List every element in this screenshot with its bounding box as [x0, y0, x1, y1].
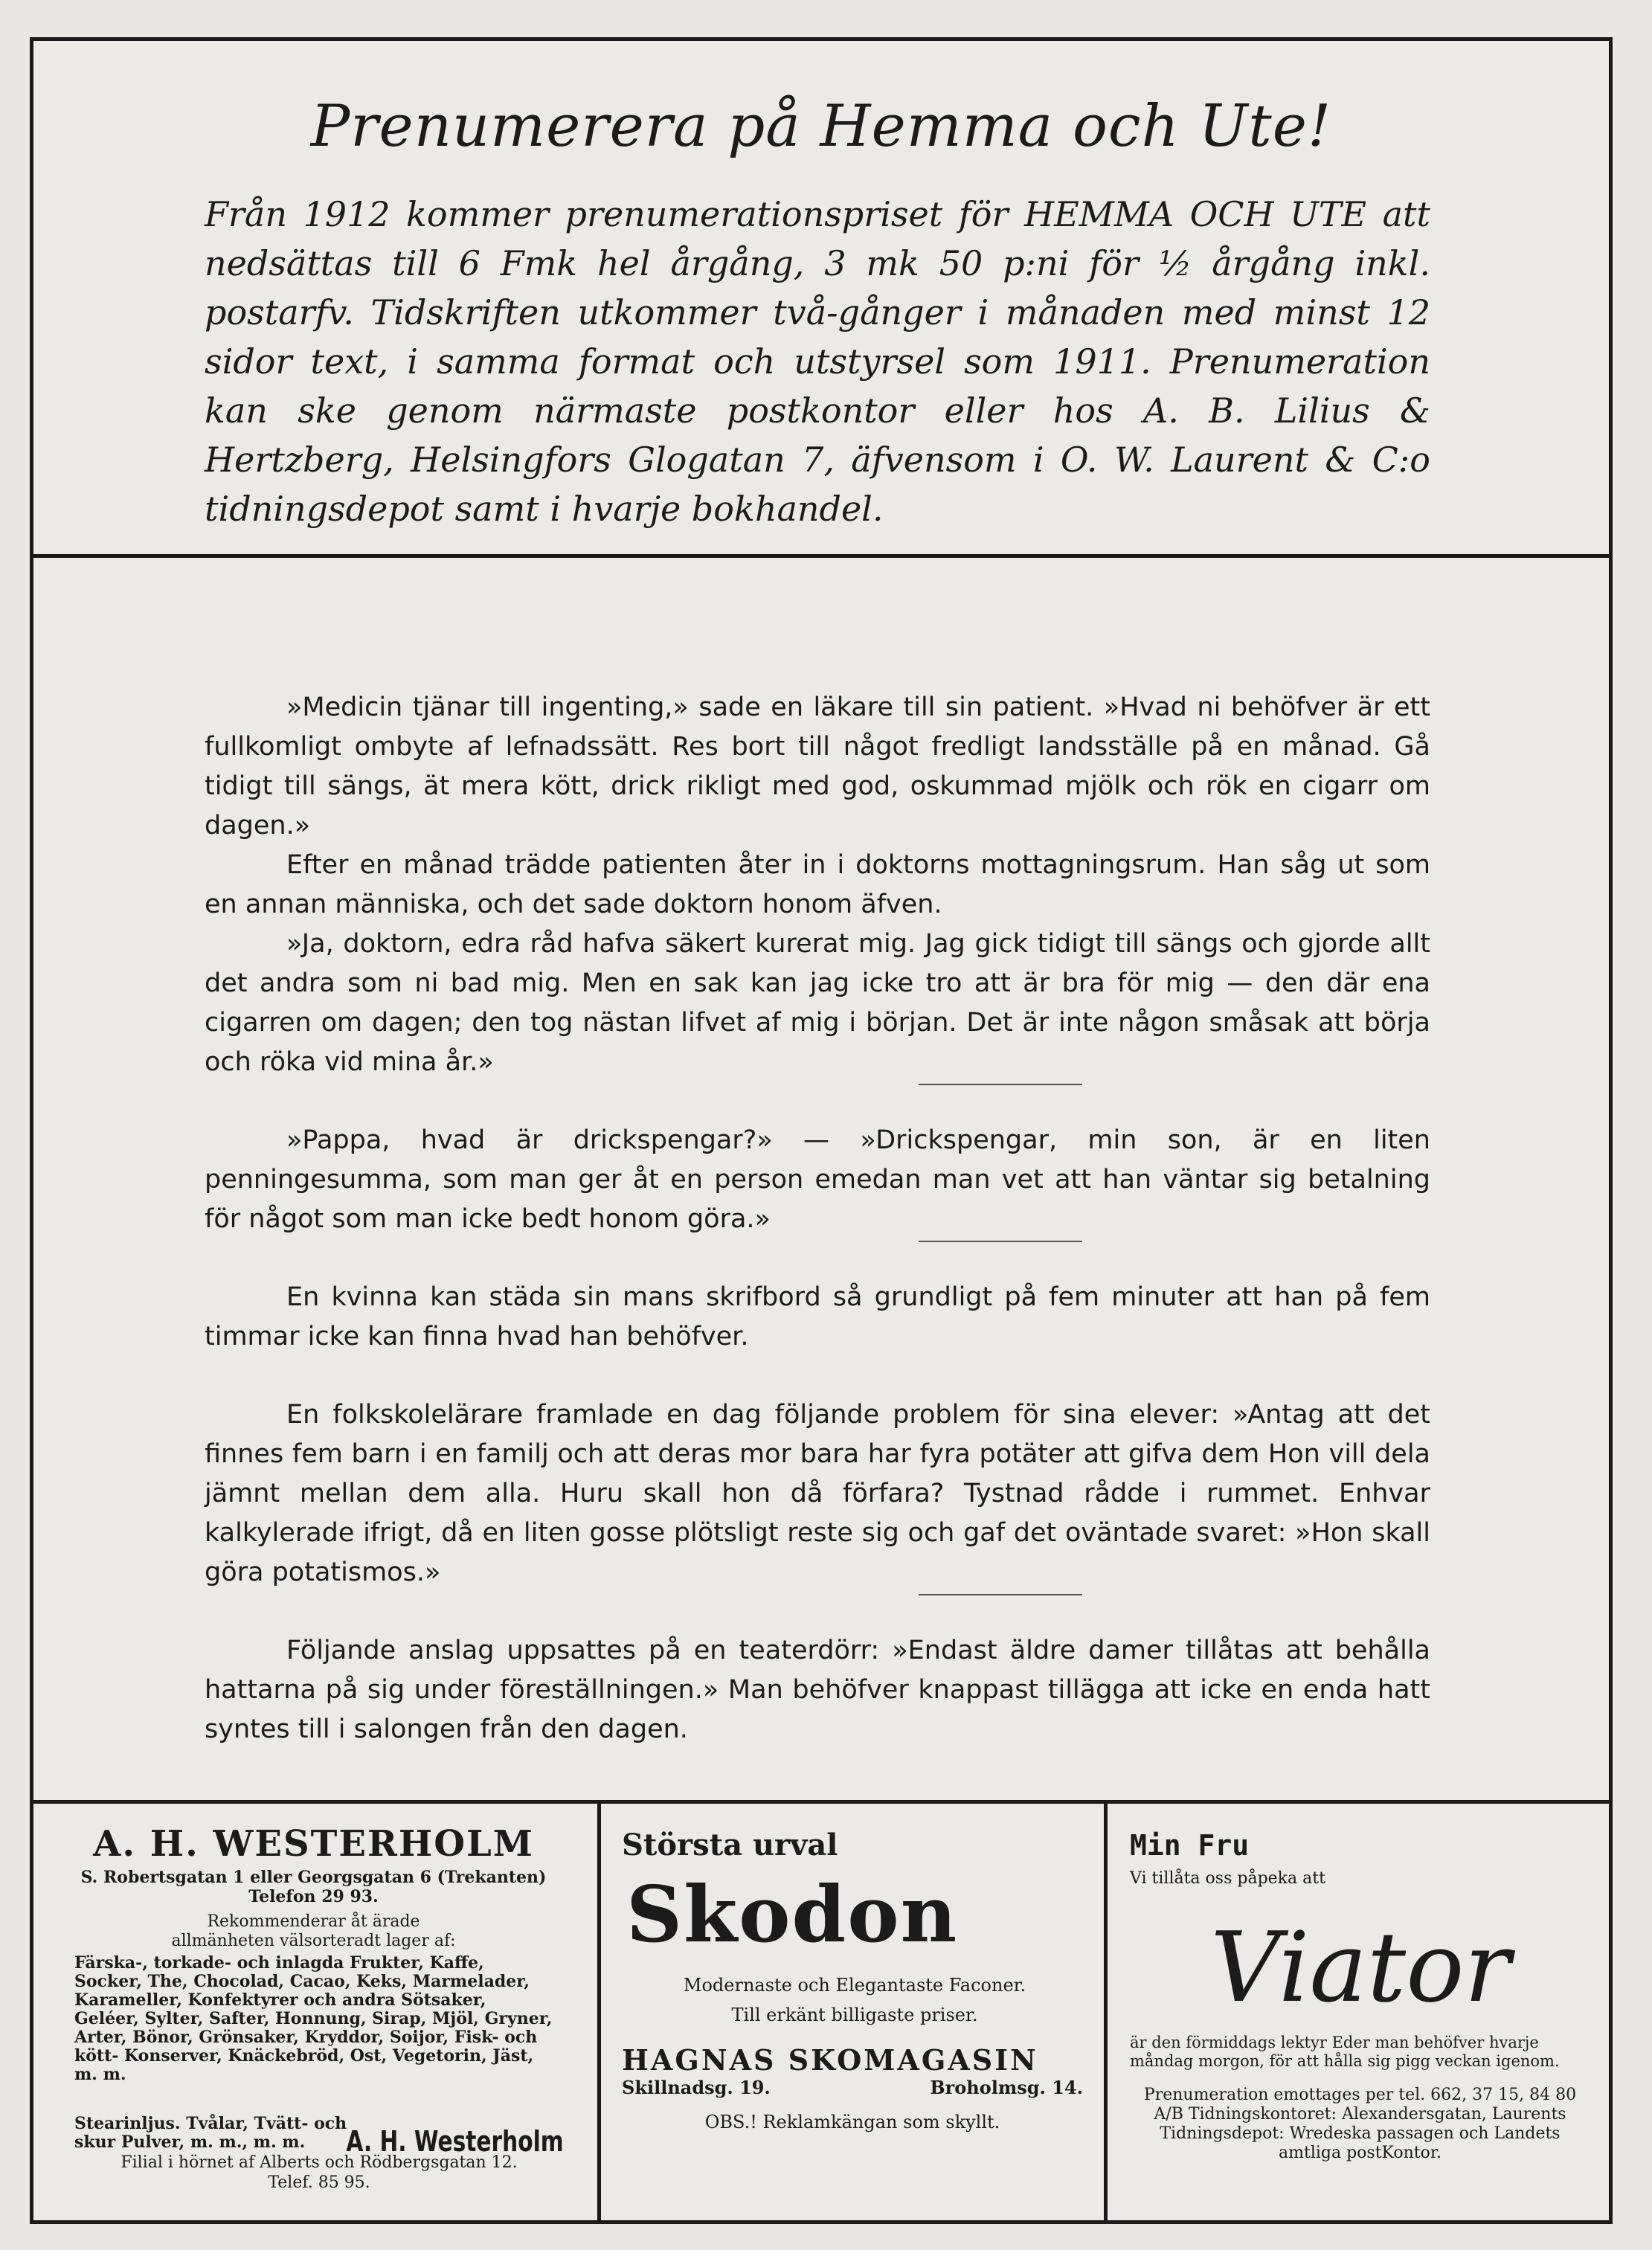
- anecdote-drickspengar: »Pappa, hvad är drickspengar?» — »Drickspengar, min son, är en liten penningesumma, som man ger åt en person emedan man vet att han väntar sig betalning för något som man icke bedt honom göra.»: [205, 1125, 1430, 1234]
- skodon-obs: OBS.! Reklamkängan som skyllt.: [704, 2112, 1000, 2132]
- minfru-heading: Min Fru: [1130, 1829, 1250, 1862]
- anecdote-skrifbord: En kvinna kan städa sin mans skrifbord så grundligt på fem minuter att han på fem timmar icke kan finna hvad han behöfver.: [205, 1282, 1430, 1351]
- advertisements: [33, 1804, 1609, 2220]
- skodon-addresses: [622, 2077, 1083, 2098]
- westerholm-filial-phone: Telef. 85 95.: [268, 2173, 370, 2192]
- westerholm-recommend: Rekommenderar åt ärade allmänheten välsorteradt lager af:: [171, 1912, 456, 1950]
- anecdote-separator: [919, 1594, 1082, 1595]
- anecdote-doctor-1: »Medicin tjänar till ingenting,» sade en läkare till sin patient. »Hvad ni behöfver är ett fullkomligt ombyte af lefnadssätt. Res bort till något fredligt landsställe på en månad. Gå tidigt till sängs, ät mera kött, drick rikligt med god, oskummad mjölk och rök en cigarr om dagen.»: [205, 692, 1430, 840]
- skodon-line1: Modernaste och Elegantaste Faconer.: [683, 1975, 1026, 1996]
- westerholm-footer: [74, 2115, 564, 2192]
- anecdotes-column: [205, 688, 1430, 1749]
- ad-westerholm: [33, 1804, 594, 2220]
- subscription-notice: [33, 41, 1609, 554]
- skodon-title: Skodon: [626, 1868, 959, 1960]
- westerholm-goods: Färska-, torkade- och inlagda Frukter, Kaffe, Socker, The, Chocolad, Cacao, Keks, Marmelader, Karameller, Konfektyrer och andra Sötsaker, Geléer, Sylter, Safter, Honnung, Sirap, Mjöl, Gryner, Arter, Bönor, Grönsaker, Kryddor, Soijor, Fisk- och kött- Konserver, Knäckebröd, Ost, Vegetorin, Jäst, m. m.: [74, 1953, 553, 2084]
- minfru-intro: Vi tillåta oss påpeka att: [1130, 1869, 1325, 1888]
- subscription-body: Från 1912 kommer prenumerationspriset för HEMMA OCH UTE att nedsättas till 6 Fmk hel årgång, 3 mk 50 p:ni för ½ årgång inkl. postarfv. Tidskriften utkommer två-gånger i månaden med minst 12 sidor text, i samma format och utstyrsel som 1911. Prenumeration kan ske genom närmaste postkontor eller hos A. B. Lilius & Hertzberg, Helsingfors Glogatan 7, äfvensom i O. W. Laurent & C:o tidningsdepot samt i hvarje bokhandel.: [205, 194, 1430, 529]
- westerholm-filial: Filial i hörnet af Alberts och Rödbergsgatan 12.: [120, 2153, 518, 2172]
- skodon-line2: Till erkänt billigaste priser.: [731, 2005, 978, 2025]
- skodon-store: HAGNAS SKOMAGASIN: [622, 2043, 1038, 2077]
- anecdote-doctor-3: »Ja, doktorn, edra råd hafva säkert kurerat mig. Jag gick tidigt till sängs och gjorde allt det andra som ni bad mig. Men en sak kan jag icke tro att är bra för mig — den där ena cigarren om dagen; den tog nästan lifvet af mig i början. Det är inte någon småsak att börja och röka vid mina år.»: [205, 929, 1430, 1077]
- subscription-title: Prenumerera på Hemma och Ute!: [310, 93, 1332, 160]
- westerholm-phone: Telefon 29 93.: [248, 1887, 379, 1906]
- anecdote-doctor-2: Efter en månad trädde patienten åter in i doktorns mottagningsrum. Han såg ut som en annan människa, och det sade doktorn honom äfven.: [205, 850, 1430, 919]
- anecdote-potatismos: En folkskolelärare framlade en dag följande problem för sina elever: »Antag att det finnes fem barn i en familj och att deras mor bara har fyra potäter att gifva dem Hon vill dela jämnt mellan dem alla. Huru skall hon då förfara? Tystnad rådde i rummet. Enhvar kalkylerade ifrigt, då en liten gosse plötsligt reste sig och gaf det oväntade svaret: »Hon skall göra potatismos.»: [205, 1400, 1430, 1587]
- westerholm-logo: A. H. Westerholm: [346, 2125, 564, 2158]
- page-frame: [30, 37, 1613, 2224]
- viator-logo-text: Viator: [1210, 1911, 1511, 2024]
- westerholm-address: S. Robertsgatan 1 eller Georgsgatan 6 (Trekanten): [80, 1868, 547, 1887]
- westerholm-stearin: Stearinljus. Tvålar, Tvätt- och skur Pulver, m. m., m. m.: [74, 2114, 347, 2152]
- anecdote-separator: [919, 1084, 1082, 1085]
- ad-skodon: [597, 1804, 1104, 2220]
- minfru-pren: Prenumeration emottages per tel. 662, 37 15, 84 80 A/B Tidningskontoret: Alexandersgatan, Laurents Tidningsdepot: Wredeska passagen och Landets amtliga postKontor.: [1143, 2086, 1577, 2162]
- section-divider: [33, 554, 1609, 558]
- anecdote-teater: Följande anslag uppsattes på en teaterdörr: »Endast äldre damer tillåtas att behålla hattarna på sig under föreställningen.» Man behöfver knappast tillägga att icke en enda hatt syntes till i salongen från den dagen.: [205, 1636, 1430, 1744]
- skodon-addr-right: Broholmsg. 14.: [930, 2077, 1083, 2098]
- skodon-heading: Största urval: [622, 1828, 838, 1862]
- skodon-addr-left: Skillnadsg. 19.: [622, 2077, 771, 2098]
- viator-logo: [1152, 1904, 1569, 2031]
- anecdote-separator: [919, 1241, 1082, 1242]
- westerholm-name: A. H. WESTERHOLM: [93, 1823, 534, 1865]
- ad-minfru: [1104, 1804, 1613, 2220]
- minfru-desc: är den förmiddags lektyr Eder man behöfver hvarje måndag morgon, för att hålla sig pigg veckan igenom.: [1130, 2034, 1560, 2070]
